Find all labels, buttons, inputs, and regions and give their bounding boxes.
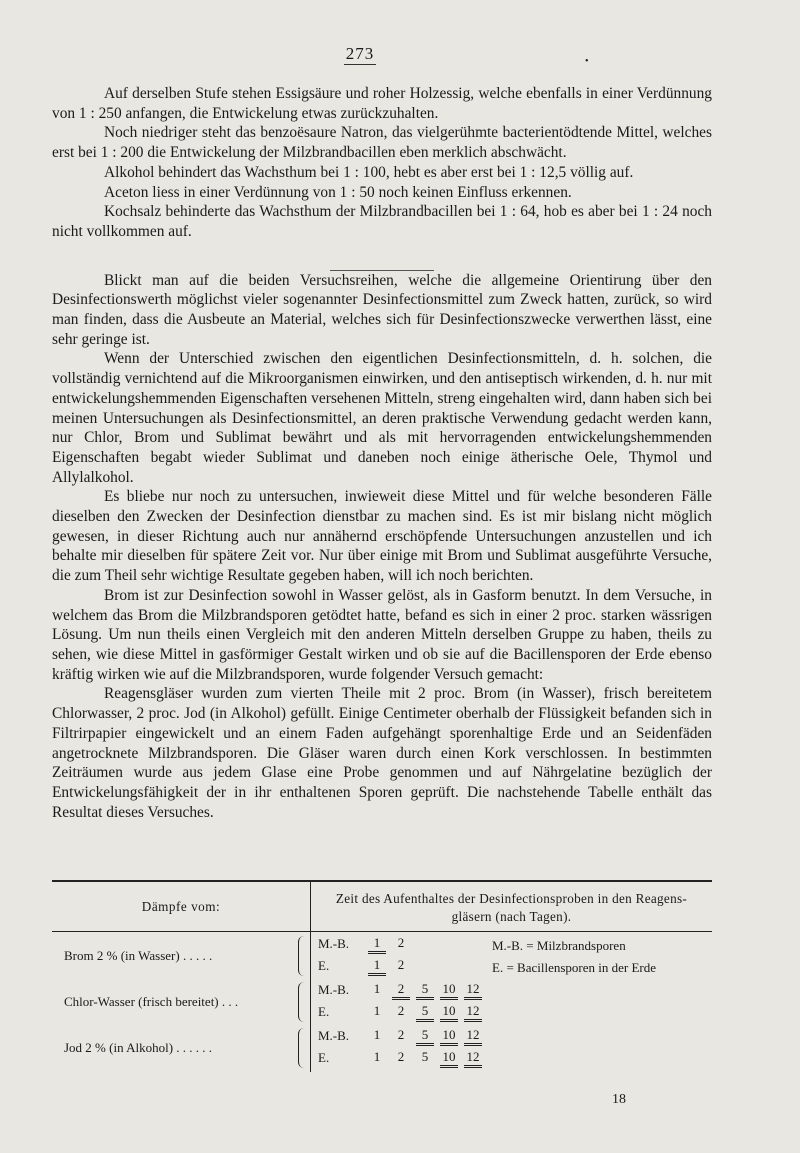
table-header-col1: Dämpfe vom: [52, 882, 311, 931]
group-label-chlor: Chlor-Wasser (frisch bereitet) . . . [64, 994, 239, 1009]
table-header-col2-line2: gläsern (nach Tagen). [451, 909, 572, 924]
paragraph-8: Es bliebe nur noch zu untersuchen, inwieweit diese Mittel und für welche besonderen Fälle dieselben den Zwecken der Desinfection dienstbar zu machen sind. Es ist mir bislang nicht möglich gewesen, in dieser Richtung auch nur annähernd erschöpfende Untersuchungen anzustellen und ich behalte mir dieselben für spätere Zeit vor. Nur über einige mit Brom und Sublimat ausgeführte Versuche, die zum Theil sehr wichtige Resultate gegeben haben, will ich noch berichten. [52, 488, 712, 585]
group-label-jod: Jod 2 % (in Alkohol) . . . . . . [64, 1040, 213, 1055]
table-header-col2-line1: Zeit des Aufenthaltes der Desinfectionsproben in den Reagens- [335, 891, 688, 906]
table-cell: 2 [397, 957, 405, 972]
table-cell: 2 [397, 1003, 405, 1018]
brace [298, 1028, 307, 1068]
table-cell: 10 [440, 1027, 458, 1046]
legend-e: E. = Bacillensporen in der Erde [492, 960, 656, 975]
group-label-brom: Brom 2 % (in Wasser) . . . . . [64, 948, 213, 963]
table-cell: 5 [416, 981, 434, 1000]
page-number: 273 [345, 44, 375, 63]
signature-number: 18 [612, 1092, 626, 1107]
table-cell: 2 [397, 935, 405, 950]
table-cell: 10 [440, 1003, 458, 1022]
paragraph-2: Noch niedriger steht das benzoësaure Natron, das vielgerühmte bacterientödtende Mittel, welches erst bei 1 : 200 die Entwickelung der Milzbrandbacillen eben merklich abschwächt. [52, 124, 712, 162]
table-cell: 5 [416, 1027, 434, 1046]
body-text [52, 84, 712, 822]
table-cell: 12 [464, 981, 482, 1000]
table-cell: 10 [440, 981, 458, 1000]
sub-label: E. [318, 958, 330, 973]
table-cell: 2 [397, 1027, 405, 1042]
paragraph-3: Alkohol behindert das Wachsthum bei 1 : 100, hebt es aber erst bei 1 : 12,5 völlig auf. [104, 163, 634, 181]
stray-mark: • [585, 56, 589, 67]
legend-mb: M.-B. = Milzbrandsporen [492, 938, 626, 953]
sub-label: E. [318, 1004, 330, 1019]
sub-label: E. [318, 1050, 330, 1065]
table-cell: 2 [392, 981, 410, 1000]
paragraph-6: Blickt man auf die beiden Versuchsreihen, welche die allgemeine Orientirung über den Desinfectionswerth möglichst vieler sogenannter Desinfectionsmittel zum Zweck hatten, zurück, so wird man finden, dass die Ausbeute an Material, welches sich für Desinfectionszwecke verwerthen lässt, eine sehr geringe ist. [52, 271, 712, 348]
table-body [52, 932, 712, 1072]
paragraph-4: Aceton liess in einer Verdünnung von 1 : 50 noch keinen Einfluss erkennen. [104, 183, 572, 201]
table-cell: 1 [373, 1027, 381, 1042]
paragraph-1: Auf derselben Stufe stehen Essigsäure und roher Holzessig, welche ebenfalls in einer Verdünnung von 1 : 250 anfangen, die Entwickelung etwas zurückzuhalten. [52, 85, 712, 122]
paragraph-9: Brom ist zur Desinfection sowohl in Wasser gelöst, als in Gasform benutzt. In dem Versuche, in welchem das Brom die Milzbrandsporen getödtet hatte, befand es sich in einer 2 proc. starken wässrigen Lösung. Um nun theils einen Vergleich mit den anderen Mitteln derselben Gruppe zu haben, theils zu sehen, wie diese Mittel in gasförmiger Gestalt wirken und ob sie auf die Bacillensporen der Erde ebenso kräftig wirken wie auf die Milzbrandsporen, wurde folgender Versuch gemacht: [52, 586, 712, 683]
table-cell: 2 [397, 1049, 405, 1064]
table-cell: 12 [464, 1003, 482, 1022]
table-cell: 12 [464, 1027, 482, 1046]
table-cell: 12 [464, 1049, 482, 1068]
table-cell: 1 [368, 935, 386, 954]
sub-label: M.-B. [318, 1028, 350, 1043]
results-table [52, 880, 712, 1072]
table-cell: 5 [421, 1049, 429, 1064]
table-column-divider [310, 932, 311, 1072]
brace [298, 982, 307, 1022]
table-cell: 5 [416, 1003, 434, 1022]
brace [298, 936, 307, 976]
sub-label: M.-B. [318, 936, 350, 951]
sub-label: M.-B. [318, 982, 350, 997]
table-cell: 1 [368, 957, 386, 976]
table-header-col2 [311, 882, 712, 931]
table-cell: 1 [373, 981, 381, 996]
table-header [52, 882, 712, 932]
paragraph-5: Kochsalz behinderte das Wachsthum der Milzbrandbacillen bei 1 : 64, hob es aber bei 1 : 24 noch nicht vollkommen auf. [52, 203, 712, 240]
table-cell: 1 [373, 1003, 381, 1018]
table-cell: 10 [440, 1049, 458, 1068]
section-divider [330, 270, 434, 271]
paragraph-7: Wenn der Unterschied zwischen den eigentlichen Desinfectionsmitteln, d. h. solchen, die vollständig vernichtend auf die Mikroorganismen einwirken, und den antiseptisch wirkenden, d. h. nur mit entwickelungshemmenden Eigenschaften versehenen Mitteln, streng eingehalten wird, dann haben sich bei meinen Untersuchungen als Desinfectionsmittel, an deren praktische Verwendung gedacht werden kann, nur Chlor, Brom und Sublimat bewährt und als mit hervorragenden entwickelungshemmenden Eigenschaften begabt wieder Sublimat und daneben noch einige ätherische Oele, Thymol und Allylalkohol. [52, 350, 712, 486]
table-cell: 1 [373, 1049, 381, 1064]
paragraph-10: Reagensgläser wurden zum vierten Theile mit 2 proc. Brom (in Wasser), frisch bereitetem Chlorwasser, 2 proc. Jod (in Alkohol) gefüllt. Einige Centimeter oberhalb der Flüssigkeit befanden sich in Filtrirpapier eingewickelt und an einem Faden aufgehängt sporenhaltige Erde und an Seidenfäden angetrocknete Milzbrandsporen. Die Gläser waren durch einen Kork verschlossen. In bestimmten Zeiträumen wurde aus jedem Glase eine Probe genommen und auf Nährgelatine bezüglich der Entwickelungsfähigkeit der in ihr enthaltenen Sporen geprüft. Die nachstehende Tabelle enthält das Resultat dieses Versuches. [52, 685, 712, 821]
